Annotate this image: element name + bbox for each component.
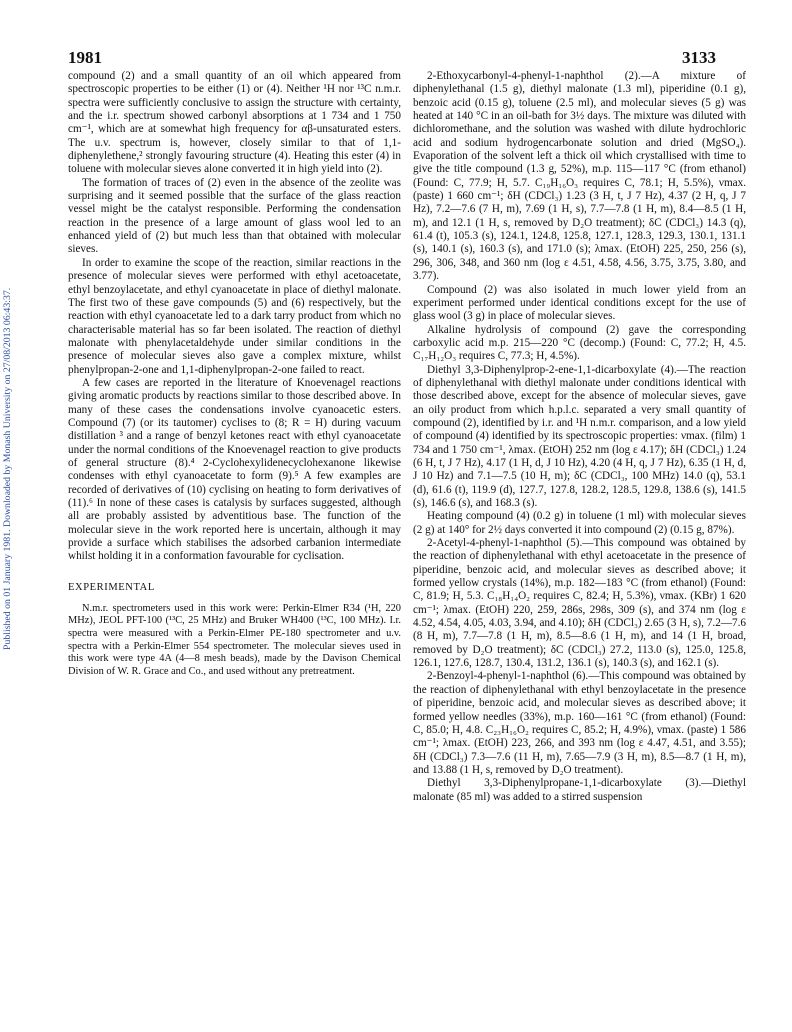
procedure-paragraph: 2-Benzoyl-4-phenyl-1-naphthol (6).—This compound was obtained by the reaction of diphenylethanal with ethyl benzoylacetate in the presence of piperidine, benzoic acid, and molecular sieves as described above; it formed yellow needles (33%), m.p. 160—161 °C (from ethanol) (Found: C, 85.0; H, 4.8. C₂₃H₁₆O₂ requires C, 85.2; H, 4.9%), νmax. (paste) 1 586 cm⁻¹; λmax. (EtOH) 223, 266, and 393 nm (log ε 4.47, 4.51, and 3.55); δH (CDCl₃) 7.3—7.6 (11 H, m), 7.65—7.9 (3 H, m), 8.5—8.7 (1 H, m), and 13.88 (1 H, s, removed by D₂O treatment). bbox=[413, 670, 746, 776]
publication-download-notice: Published on 01 January 1981. Downloaded by Monash University on 27/08/2013 06:43:37. bbox=[2, 287, 13, 650]
body-paragraph: Compound (2) was also isolated in much lower yield from an experiment performed under identical conditions except for the use of glass wool (3 g) in place of molecular sieves. bbox=[413, 283, 746, 323]
body-paragraph: compound (2) and a small quantity of an oil which appeared from spectroscopic properties to be either (1) or (4). Neither ¹H nor ¹³C n.m.r. spectra were sufficiently conclusive to assign the structure with certainty, and the i.r. spectrum showed carbonyl absorptions at 1 734 and 1 750 cm⁻¹, which are at somewhat high frequency for αβ-unsaturated esters. The u.v. spectrum is, however, closely similar to that of 1,1-diphenylethene,² strongly favouring structure (4). Heating this ester (4) in toluene with molecular sieves alone converted it in high yield into (2). bbox=[68, 70, 401, 176]
body-paragraph: The formation of traces of (2) even in the absence of the zeolite was surprising and it seemed possible that the surface of the glass reaction vessel might be the catalyst responsible. Performing the condensation reaction in the presence of a large amount of glass wool led to an enhanced yield of (2) but much less than that obtained with molecular sieves. bbox=[68, 176, 401, 256]
procedure-paragraph: 2-Acetyl-4-phenyl-1-naphthol (5).—This compound was obtained by the reaction of diphenylethanal with ethyl acetoacetate in the presence of piperidine, benzoic acid, and molecular sieves as described above; it formed yellow crystals (14%), m.p. 182—183 °C (from ethanol) (Found: C, 81.9; H, 5.3. C₁₈H₁₄O₂ requires C, 82.4; H, 5.3%), νmax. (KBr) 1 620 cm⁻¹; λmax. (EtOH) 220, 259, 286s, 298s, 309 (s), and 374 nm (log ε 4.52, 4.54, 4.05, 4.03, 3.94, and 4.10); δH (CDCl₃) 2.65 (3 H, s), 7.2—7.6 (8 H, m), 7.7—7.8 (1 H, m), 8.5—8.6 (1 H, m), and 14 (1 H, broad, removed by D₂O treatment); δC (CDCl₃) 27.2, 113.0 (s), 125.0, 125.8, 126.1, 127.6, 128.7, 130.4, 131.2, 136.1 (s), 140.3 (s), and 162.1 (s). bbox=[413, 537, 746, 670]
procedure-paragraph: Diethyl 3,3-Diphenylpropane-1,1-dicarboxylate (3).—Diethyl malonate (85 ml) was added to a stirred suspension bbox=[413, 777, 746, 803]
procedure-paragraph: 2-Ethoxycarbonyl-4-phenyl-1-naphthol (2).—A mixture of diphenylethanal (1.5 g), diethyl malonate (1.3 ml), piperidine (0.1 g), benzoic acid (0.15 g), toluene (2.5 ml), and molecular sieves (5 g) was heated at 140 °C in an oil-bath for 3½ days. The mixture was diluted with dichloromethane, and the solution was washed with dilute hydrochloric acid and sodium hydrogencarbonate solution and dried (MgSO₄). Evaporation of the solvent left a thick oil which crystallised with time to give the title compound (1.3 g, 52%), m.p. 115—117 °C (from ethanol) (Found: C, 77.9; H, 5.7. C₁₉H₁₆O₃ requires C, 78.1; H, 5.5%), νmax. (paste) 1 660 cm⁻¹; δH (CDCl₃) 1.23 (3 H, t, J 7 Hz), 4.37 (2 H, q, J 7 Hz), 7.2—7.6 (7 H, m), 7.69 (1 H, s), 7.7—7.8 (1 H, m), 8.4—8.5 (1 H, m), and 12.1 (1 H, s, removed by D₂O treatment); δC (CDCl₃) 14.3 (q), 61.4 (t), 105.3 (s), 124.1, 124.8, 125.8, 127.1, 128.3, 129.3, 130.1, 131.1 (s), 140.1 (s), 160.3 (s), and 171.0 (s); λmax. (EtOH) 225, 250, 256 (s), 296, 306, 348, and 360 nm (log ε 4.51, 4.58, 4.56, 3.75, 3.75, 3.80, and 3.77). bbox=[413, 70, 746, 283]
body-paragraph: A few cases are reported in the literature of Knoevenagel reactions giving aromatic products by reactions similar to those described above. In many of these cases the condensations involve cyanoacetic esters. Compound (7) (or its tautomer) cyclises to (8; R = H) during vacuum distillation ³ and a range of benzyl ketones react with ethyl cyanoacetate under the normal conditions of the Knoevenagel reaction to give products of general structure (8).⁴ 2-Cyclohexylidenecyclohexanone likewise condenses with ethyl cyanoacetate to form (9).⁵ A few examples are recorded of derivatives of (10) cyclising on heating to form derivatives of (11).⁶ In none of these cases is catalysis by surfaces suggested, although all are probably assisted by adventitious base. The function of the molecular sieve in the work reported here is uncertain, although it may provide a surface which stabilises the adsorbed carbanion intermediate whilst holding it in a conformation favourable for cyclisation. bbox=[68, 376, 401, 563]
body-paragraph: Heating compound (4) (0.2 g) in toluene (1 ml) with molecular sieves (2 g) at 140° for 2½ days converted it into compound (2) (0.15 g, 87%). bbox=[413, 510, 746, 536]
left-page-number: 1981 bbox=[68, 48, 102, 67]
procedure-paragraph: Diethyl 3,3-Diphenylprop-2-ene-1,1-dicarboxylate (4).—The reaction of diphenylethanal with diethyl malonate under conditions identical with those described above, except for the absence of molecular sieves, gave an oily product from which h.p.l.c. separated a very small quantity of compound (2), identified by i.r. and ¹H n.m.r. comparison, and a low yield of compound (4) identified by its spectroscopic properties: νmax. (film) 1 734 and 1 750 cm⁻¹, λmax. (EtOH) 252 nm (log ε 4.17); δH (CDCl₃) 1.24 (6 H, t, J 7 Hz), 4.17 (1 H, d, J 10 Hz), 4.20 (4 H, q, J 7 Hz), 6.35 (1 H, d, J 10 Hz) and 7.1—7.5 (10 H, m); δC (CDCl₃, 100 MHz) 14.0 (q), 53.1 (d), 61.6 (t), 119.9 (d), 127.7, 127.8, 128.2, 128.5, 129.8, 138.6 (s), 141.5 (s), 146.6 (s), and 168.3 (s). bbox=[413, 363, 746, 509]
right-page-number: 3133 bbox=[682, 48, 716, 67]
left-column bbox=[68, 70, 401, 678]
right-column bbox=[413, 70, 746, 804]
body-paragraph: Alkaline hydrolysis of compound (2) gave the corresponding carboxylic acid m.p. 215—220 °C (decomp.) (Found: C, 77.2; H, 4.5. C₁₇H₁₂O₃ requires C, 77.3; H, 4.5%). bbox=[413, 323, 746, 363]
body-paragraph: In order to examine the scope of the reaction, similar reactions in the presence of molecular sieves were performed with ethyl acetoacetate, ethyl benzoylacetate, and ethyl cyanoacetate in place of diethyl malonate. The first two of these gave compounds (5) and (6) respectively, but the reaction with ethyl cyanoacetate led to a dark tarry product from which no characterisable material has so far been isolated. The reaction of diethyl malonate with phenylacetaldehyde under similar conditions in the presence of molecular sieves also gave a complex mixture, whilst phenylpropan-2-one and 1,1-diphenylpropan-2-one failed to react. bbox=[68, 256, 401, 376]
section-heading-experimental: EXPERIMENTAL bbox=[68, 581, 155, 593]
experimental-paragraph: N.m.r. spectrometers used in this work were: Perkin-Elmer R34 (¹H, 220 MHz), JEOL PFT-100 (¹³C, 25 MHz) and Bruker WH400 (¹³C, 100 MHz). I.r. spectra were measured with a Perkin-Elmer PE-180 spectrometer and u.v. spectra with a Perkin-Elmer 554 spectrometer. The molecular sieves used in this work were type 4A (4—8 mesh beads), made by the Davison Chemical Division of W. R. Grace and Co., and used without any pretreatment. bbox=[68, 602, 401, 677]
